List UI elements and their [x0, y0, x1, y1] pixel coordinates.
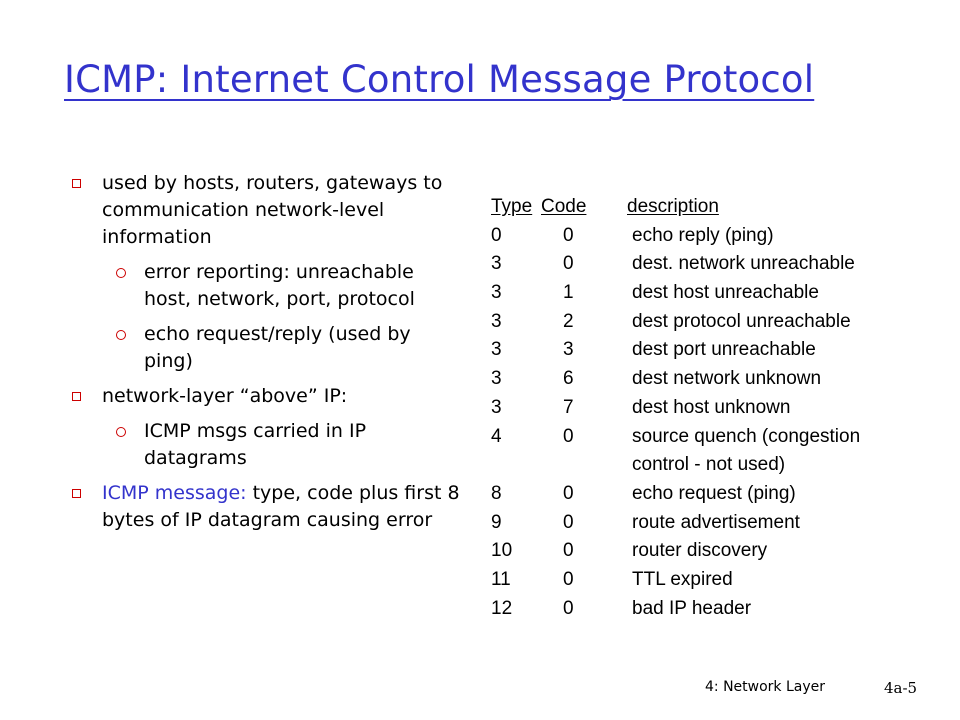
bullet-highlight-text: ICMP message: [102, 482, 247, 504]
sub-bullet-item [72, 418, 462, 472]
bullet-text: type, code plus first 8 bytes of IP datagram causing error [102, 482, 460, 531]
cell-code: 0 [563, 224, 574, 246]
bullet-text: network-layer “above” IP: [102, 385, 348, 407]
sub-bullet-item [72, 321, 462, 375]
bullet-item [72, 480, 462, 534]
cell-description: route advertisement [632, 511, 800, 533]
bullet-list [72, 170, 462, 542]
cell-description: source quench (congestion [632, 425, 861, 447]
circle-bullet-icon [116, 330, 126, 340]
cell-type: 0 [491, 224, 502, 246]
cell-code: 2 [563, 310, 574, 332]
cell-description: dest host unknown [632, 396, 791, 418]
cell-type: 3 [491, 368, 502, 390]
cell-type: 11 [491, 568, 511, 590]
header-type: Type [491, 196, 533, 217]
bullet-item [72, 383, 462, 410]
cell-code: 0 [563, 425, 574, 447]
cell-type: 3 [491, 253, 502, 275]
cell-type: 10 [491, 540, 513, 562]
cell-code: 0 [563, 568, 574, 590]
cell-description: echo reply (ping) [632, 224, 774, 246]
cell-description: TTL expired [632, 568, 733, 590]
cell-type: 3 [491, 339, 502, 361]
slide-title: ICMP: Internet Control Message Protocol [64, 58, 815, 101]
cell-description: dest. network unreachable [632, 253, 855, 275]
bullet-item [72, 170, 462, 251]
cell-type: 3 [491, 282, 502, 304]
square-bullet-icon [72, 392, 81, 401]
cell-description: dest network unknown [632, 368, 822, 390]
cell-type: 3 [491, 310, 502, 332]
circle-bullet-icon [116, 427, 126, 437]
circle-bullet-icon [116, 268, 126, 278]
cell-description: echo request (ping) [632, 482, 796, 504]
cell-description: router discovery [632, 540, 768, 562]
bullet-text: used by hosts, routers, gateways to communication network-level information [102, 172, 443, 248]
cell-code: 1 [563, 282, 574, 304]
sub-bullet-item [72, 259, 462, 313]
cell-description: bad IP header [632, 597, 752, 619]
cell-code: 0 [563, 597, 574, 619]
footer-page-number: 4a-5 [884, 679, 918, 697]
cell-description: control - not used) [632, 454, 786, 476]
header-code: Code [541, 196, 587, 217]
header-description: description [627, 196, 719, 217]
cell-code: 0 [563, 482, 574, 504]
cell-type: 3 [491, 396, 502, 418]
cell-code: 0 [563, 511, 574, 533]
square-bullet-icon [72, 489, 81, 498]
square-bullet-icon [72, 179, 81, 188]
cell-code: 0 [563, 540, 574, 562]
cell-type: 9 [491, 511, 502, 533]
sub-bullet-text: echo request/reply (used by ping) [144, 323, 411, 372]
cell-code: 0 [563, 253, 574, 275]
cell-code: 7 [563, 396, 574, 418]
cell-type: 12 [491, 597, 513, 619]
cell-description: dest port unreachable [632, 339, 816, 361]
cell-type: 8 [491, 482, 502, 504]
cell-description: dest host unreachable [632, 282, 819, 304]
cell-code: 3 [563, 339, 574, 361]
cell-type: 4 [491, 425, 502, 447]
cell-description: dest protocol unreachable [632, 310, 851, 332]
footer-chapter-label: 4: Network Layer [705, 679, 826, 695]
sub-bullet-text: error reporting: unreachable host, network, port, protocol [144, 261, 415, 310]
cell-code: 6 [563, 368, 574, 390]
sub-bullet-text: ICMP msgs carried in IP datagrams [144, 420, 367, 469]
